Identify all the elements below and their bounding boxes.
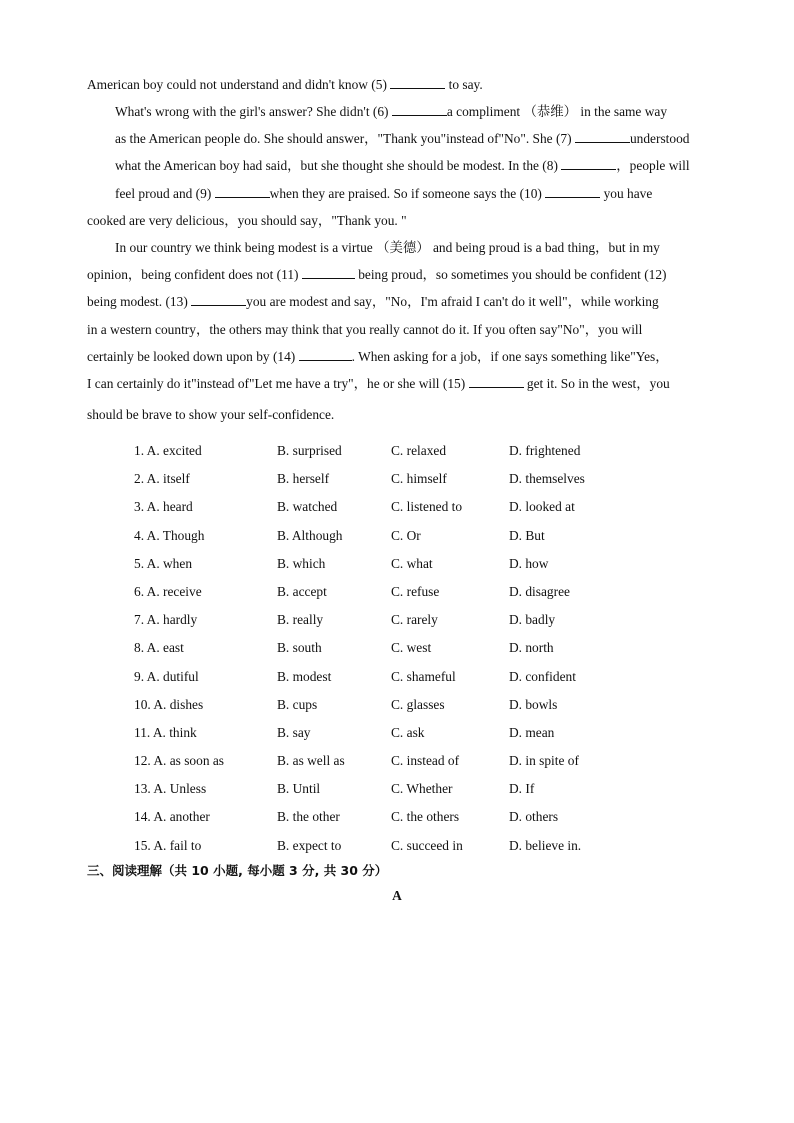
option-d: D. north	[509, 640, 554, 656]
question-3-options	[134, 493, 694, 521]
question-9-options	[134, 663, 694, 691]
option-b: B. south	[277, 640, 322, 656]
blank-9	[215, 185, 270, 198]
option-d: D. looked at	[509, 499, 575, 515]
option-a: 1. A. excited	[134, 443, 202, 458]
blank-11	[302, 266, 355, 279]
question-15-options	[134, 832, 694, 860]
option-d: D. others	[509, 809, 559, 825]
option-b: B. which	[277, 555, 326, 571]
option-c: C. instead of	[391, 753, 460, 769]
passage-label: A	[392, 888, 402, 903]
option-b: B. expect to	[277, 837, 342, 853]
option-a: 2. A. itself	[134, 471, 190, 487]
option-b: B. surprised	[277, 443, 342, 458]
question-5-options	[134, 550, 694, 578]
option-d: D. themselves	[509, 471, 585, 487]
option-c: C. west	[391, 640, 432, 656]
passage-line: I can certainly do it"instead of"Let me have a try"，he or she will (15) get it. So in the west，you	[87, 376, 670, 392]
question-6-options	[134, 578, 694, 606]
passage-line: American boy could not understand and didn't know (5) to say.	[87, 77, 483, 92]
options-list	[134, 437, 694, 860]
option-c: C. Or	[391, 527, 421, 543]
option-d: D. badly	[509, 612, 556, 628]
passage-line: What's wrong with the girl's answer? She didn't (6) a compliment （恭维） in the same way	[115, 104, 668, 119]
question-1-options	[134, 437, 694, 465]
option-d: D. mean	[509, 724, 555, 740]
option-b: B. herself	[277, 471, 330, 487]
option-a: 10. A. dishes	[134, 696, 204, 712]
option-b: B. accept	[277, 583, 327, 599]
question-10-options	[134, 691, 694, 719]
question-13-options	[134, 775, 694, 803]
option-c: C. shameful	[391, 668, 456, 684]
option-a: 15. A. fail to	[134, 837, 202, 853]
option-d: D. frightened	[509, 443, 581, 458]
option-d: D. believe in.	[509, 837, 582, 853]
passage-line: cooked are very delicious，you should say，"Thank you. "	[87, 212, 407, 228]
option-b: B. the other	[277, 809, 340, 825]
passage-paragraph-2	[87, 98, 712, 234]
passage-line: should be brave to show your self-confidence.	[87, 407, 335, 423]
option-a: 12. A. as soon as	[134, 753, 225, 769]
option-a: 9. A. dutiful	[134, 668, 199, 684]
option-b: B. cups	[277, 696, 318, 712]
question-14-options	[134, 803, 694, 831]
option-b: B. watched	[277, 499, 338, 515]
blank-15	[469, 375, 524, 388]
passage-paragraph-1	[87, 71, 712, 98]
blank-7	[575, 130, 630, 143]
option-b: B. Although	[277, 527, 343, 543]
option-a: 7. A. hardly	[134, 612, 198, 628]
option-b: B. as well as	[277, 753, 345, 769]
option-a: 4. A. Though	[134, 527, 205, 543]
passage-line: opinion，being confident does not (11) being proud，so sometimes you should be confident (12)	[87, 267, 667, 283]
blank-10	[545, 185, 600, 198]
option-d: D. bowls	[509, 696, 558, 712]
option-c: C. rarely	[391, 612, 438, 628]
question-2-options	[134, 465, 694, 493]
passage-line: certainly be looked down upon by (14) . When asking for a job，if one says something like"Yes，	[87, 348, 669, 364]
option-a: 5. A. when	[134, 555, 193, 571]
section-title: 三、阅读理解（共 10 小题, 每小题 3 分, 共 30 分）	[87, 863, 388, 878]
option-c: C. Whether	[391, 781, 453, 797]
option-a: 13. A. Unless	[134, 781, 207, 797]
option-a: 3. A. heard	[134, 499, 193, 515]
option-b: B. say	[277, 724, 311, 740]
passage-paragraph-3	[87, 234, 712, 428]
question-8-options	[134, 634, 694, 662]
option-b: B. modest	[277, 668, 332, 684]
option-c: C. listened to	[391, 499, 463, 515]
passage-line: being modest. (13) you are modest and say，"No，I'm afraid I can't do it well"，while working	[87, 294, 659, 310]
option-a: 8. A. east	[134, 640, 184, 656]
question-11-options	[134, 719, 694, 747]
blank-5	[390, 76, 445, 89]
passage-line: in a western country，the others may think that you really cannot do it. If you often say"No"，you will	[87, 321, 643, 337]
option-a: 11. A. think	[134, 724, 197, 740]
option-d: D. But	[509, 527, 545, 543]
option-c: C. the others	[391, 809, 460, 825]
option-c: C. glasses	[391, 696, 445, 712]
option-d: D. If	[509, 781, 535, 797]
question-4-options	[134, 522, 694, 550]
option-c: C. refuse	[391, 583, 440, 599]
blank-14	[299, 348, 352, 361]
option-d: D. confident	[509, 668, 576, 684]
option-c: C. succeed in	[391, 837, 463, 853]
option-b: B. Until	[277, 781, 321, 797]
question-7-options	[134, 606, 694, 634]
option-b: B. really	[277, 612, 324, 628]
option-d: D. in spite of	[509, 753, 579, 769]
option-c: C. himself	[391, 471, 447, 487]
question-12-options	[134, 747, 694, 775]
blank-8	[561, 157, 616, 170]
passage-line: what the American boy had said，but she thought she should be modest. In the (8) ，people will	[115, 158, 690, 174]
option-d: D. how	[509, 555, 549, 571]
option-a: 6. A. receive	[134, 583, 202, 599]
option-a: 14. A. another	[134, 809, 210, 825]
blank-13	[191, 293, 246, 306]
option-c: C. what	[391, 555, 433, 571]
option-c: C. relaxed	[391, 443, 447, 458]
passage-line: In our country we think being modest is a virtue （美德） and being proud is a bad thing，but in my	[115, 240, 660, 255]
option-c: C. ask	[391, 724, 425, 740]
option-d: D. disagree	[509, 583, 570, 599]
passage-line: feel proud and (9) when they are praised. So if someone says the (10) you have	[115, 185, 653, 201]
blank-6	[392, 103, 447, 116]
passage-line: as the American people do. She should answer，"Thank you"instead of"No". She (7) understood	[115, 131, 690, 147]
